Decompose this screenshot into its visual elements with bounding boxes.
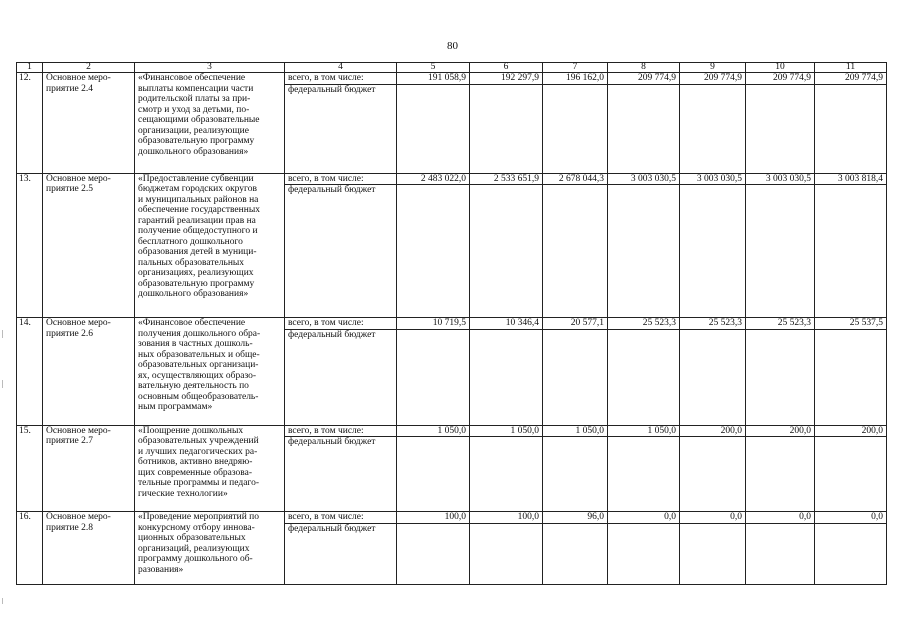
- row-number: 16.: [17, 512, 43, 585]
- amount-total: 196 162,0: [543, 73, 608, 85]
- amount-federal: [543, 523, 608, 584]
- description-line: образовательных организаци-: [138, 360, 259, 370]
- description-line: получения дошкольного обра-: [138, 328, 261, 339]
- amount-total: 3 003 030,5: [608, 173, 680, 185]
- source-total: всего, в том числе:: [285, 512, 397, 524]
- description-line: гарантий реализации прав на: [138, 215, 256, 226]
- description-line: организациях, реализующих: [138, 268, 254, 278]
- amount-total: 200,0: [746, 425, 815, 437]
- amount-federal: [746, 329, 815, 425]
- amount-federal: [815, 329, 887, 425]
- amount-total: 100,0: [397, 512, 470, 524]
- amount-total: 192 297,9: [470, 73, 543, 85]
- source-federal: федеральный бюджет: [285, 84, 397, 173]
- amount-federal: [543, 329, 608, 425]
- table-row: [17, 318, 887, 330]
- measure-line: приятие 2.4: [46, 83, 93, 94]
- column-header: 10: [746, 63, 815, 73]
- description-line: конкурсному отбору иннова-: [138, 522, 255, 533]
- description-cell: [135, 318, 285, 426]
- description-line: «Проведение мероприятий по: [138, 512, 259, 522]
- measure-line: Основное меро-: [46, 512, 111, 522]
- measure-cell: [43, 512, 135, 585]
- measure-cell: [43, 73, 135, 174]
- measure-cell: [43, 425, 135, 512]
- amount-total: 1 050,0: [470, 425, 543, 437]
- description-line: «Предоставление субвенции: [138, 173, 254, 184]
- description-line: дошкольного образования»: [138, 146, 249, 157]
- table-header-row: [17, 63, 887, 73]
- description-line: получение общедоступного и: [138, 226, 258, 236]
- column-header: 11: [815, 63, 887, 73]
- amount-federal: [815, 523, 887, 584]
- description-line: зования в частных дошколь-: [138, 339, 253, 349]
- amount-total: 2 678 044,3: [543, 173, 608, 185]
- column-header: 5: [397, 63, 470, 73]
- source-federal: федеральный бюджет: [285, 329, 397, 425]
- amount-federal: [608, 437, 680, 512]
- column-header: 4: [285, 63, 397, 73]
- amount-total: 10 719,5: [397, 318, 470, 330]
- amount-total: 209 774,9: [608, 73, 680, 85]
- description-line: «Финансовое обеспечение: [138, 318, 246, 328]
- description-line: сещающими образовательные: [138, 115, 260, 125]
- amount-total: 0,0: [815, 512, 887, 524]
- amount-federal: [680, 185, 746, 318]
- column-header: 2: [43, 63, 135, 73]
- description-line: образовательную программу: [138, 278, 255, 289]
- amount-total: 200,0: [815, 425, 887, 437]
- description-line: пальных образовательных: [138, 257, 245, 268]
- description-cell: [135, 73, 285, 174]
- amount-total: 25 537,5: [815, 318, 887, 330]
- source-federal: федеральный бюджет: [285, 437, 397, 512]
- description-line: ционных образовательных: [138, 533, 246, 543]
- budget-table: [16, 62, 887, 585]
- page-number: 80: [447, 40, 458, 52]
- amount-total: 1 050,0: [397, 425, 470, 437]
- description-line: выплаты компенсации части: [138, 83, 254, 94]
- measure-line: Основное меро-: [46, 318, 111, 328]
- amount-federal: [397, 329, 470, 425]
- source-total: всего, в том числе:: [285, 73, 397, 85]
- row-number: 15.: [17, 425, 43, 512]
- description-line: «Финансовое обеспечение: [138, 73, 246, 83]
- amount-total: 0,0: [608, 512, 680, 524]
- description-line: основным общеобразователь-: [138, 391, 259, 402]
- measure-cell: [43, 173, 135, 318]
- amount-federal: [608, 329, 680, 425]
- description-line: родительской платы за при-: [138, 94, 251, 104]
- description-line: ных образовательных и обще-: [138, 349, 260, 360]
- description-line: дошкольного образования»: [138, 289, 249, 299]
- description-line: организаций, реализующих: [138, 543, 250, 554]
- description-line: ях, осуществляющих образо-: [138, 370, 257, 381]
- description-line: ботников, активно внедряю-: [138, 457, 253, 467]
- description-line: и муниципальных районов на: [138, 194, 259, 205]
- amount-total: 20 577,1: [543, 318, 608, 330]
- amount-federal: [470, 329, 543, 425]
- amount-federal: [746, 437, 815, 512]
- measure-line: Основное меро-: [46, 173, 111, 184]
- description-line: бесплатного дошкольного: [138, 236, 243, 247]
- column-header: 7: [543, 63, 608, 73]
- table-row: [17, 173, 887, 185]
- amount-federal: [397, 437, 470, 512]
- amount-federal: [680, 523, 746, 584]
- column-header: 6: [470, 63, 543, 73]
- amount-total: 200,0: [680, 425, 746, 437]
- amount-federal: [746, 523, 815, 584]
- amount-total: 209 774,9: [680, 73, 746, 85]
- column-header: 3: [135, 63, 285, 73]
- source-total: всего, в том числе:: [285, 425, 397, 437]
- row-number: 14.: [17, 318, 43, 426]
- amount-total: 3 003 030,5: [680, 173, 746, 185]
- amount-total: 10 346,4: [470, 318, 543, 330]
- amount-federal: [397, 84, 470, 173]
- table-row: [17, 512, 887, 524]
- description-line: программу дошкольного об-: [138, 554, 253, 564]
- measure-line: приятие 2.5: [46, 184, 93, 194]
- amount-federal: [470, 523, 543, 584]
- amount-federal: [608, 185, 680, 318]
- amount-federal: [397, 185, 470, 318]
- amount-federal: [397, 523, 470, 584]
- measure-line: Основное меро-: [46, 425, 111, 436]
- description-line: смотр и уход за детьми, по-: [138, 104, 250, 115]
- description-cell: [135, 173, 285, 318]
- amount-total: 25 523,3: [746, 318, 815, 330]
- amount-total: 0,0: [746, 512, 815, 524]
- amount-federal: [746, 185, 815, 318]
- description-line: разования»: [138, 564, 184, 575]
- amount-federal: [680, 437, 746, 512]
- scan-mark: [2, 380, 3, 388]
- description-line: образовательных учреждений: [138, 436, 259, 446]
- scan-mark: [2, 598, 3, 604]
- description-line: гические технологии»: [138, 488, 228, 499]
- description-line: ным программам»: [138, 402, 213, 412]
- amount-federal: [608, 84, 680, 173]
- description-line: образования детей в муници-: [138, 247, 257, 257]
- amount-total: 209 774,9: [815, 73, 887, 85]
- source-federal: федеральный бюджет: [285, 185, 397, 318]
- description-cell: [135, 425, 285, 512]
- description-line: вательную деятельность по: [138, 381, 249, 391]
- measure-line: приятие 2.7: [46, 436, 93, 446]
- amount-total: 2 483 022,0: [397, 173, 470, 185]
- description-line: щих современные образова-: [138, 467, 253, 478]
- source-federal: федеральный бюджет: [285, 523, 397, 584]
- column-header: 9: [680, 63, 746, 73]
- amount-total: 1 050,0: [543, 425, 608, 437]
- amount-federal: [543, 437, 608, 512]
- row-number: 12.: [17, 73, 43, 174]
- amount-federal: [815, 437, 887, 512]
- amount-federal: [470, 185, 543, 318]
- description-line: тельные программы и педаго-: [138, 478, 259, 488]
- amount-federal: [470, 84, 543, 173]
- amount-federal: [815, 185, 887, 318]
- table-row: [17, 73, 887, 85]
- description-line: образовательную программу: [138, 136, 255, 146]
- source-total: всего, в том числе:: [285, 318, 397, 330]
- row-number: 13.: [17, 173, 43, 318]
- amount-total: 191 058,9: [397, 73, 470, 85]
- description-line: обеспечение государственных: [138, 205, 260, 215]
- amount-federal: [746, 84, 815, 173]
- amount-total: 2 533 651,9: [470, 173, 543, 185]
- column-header: 1: [17, 63, 43, 73]
- amount-total: 0,0: [680, 512, 746, 524]
- description-cell: [135, 512, 285, 585]
- amount-total: 209 774,9: [746, 73, 815, 85]
- amount-federal: [680, 84, 746, 173]
- measure-cell: [43, 318, 135, 426]
- table-row: [17, 425, 887, 437]
- description-line: бюджетам городских округов: [138, 184, 257, 194]
- scan-mark: [2, 330, 3, 338]
- table-body: [17, 63, 887, 585]
- measure-line: приятие 2.8: [46, 522, 93, 533]
- amount-total: 25 523,3: [680, 318, 746, 330]
- source-total: всего, в том числе:: [285, 173, 397, 185]
- description-line: организации, реализующие: [138, 125, 249, 136]
- amount-federal: [543, 185, 608, 318]
- amount-total: 3 003 030,5: [746, 173, 815, 185]
- measure-line: Основное меро-: [46, 73, 111, 83]
- amount-federal: [543, 84, 608, 173]
- amount-total: 25 523,3: [608, 318, 680, 330]
- measure-line: приятие 2.6: [46, 328, 93, 339]
- amount-total: 100,0: [470, 512, 543, 524]
- amount-total: 96,0: [543, 512, 608, 524]
- amount-total: 3 003 818,4: [815, 173, 887, 185]
- amount-total: 1 050,0: [608, 425, 680, 437]
- column-header: 8: [608, 63, 680, 73]
- amount-federal: [608, 523, 680, 584]
- description-line: «Поощрение дошкольных: [138, 425, 244, 436]
- amount-federal: [680, 329, 746, 425]
- description-line: и лучших педагогических ра-: [138, 446, 258, 457]
- amount-federal: [470, 437, 543, 512]
- amount-federal: [815, 84, 887, 173]
